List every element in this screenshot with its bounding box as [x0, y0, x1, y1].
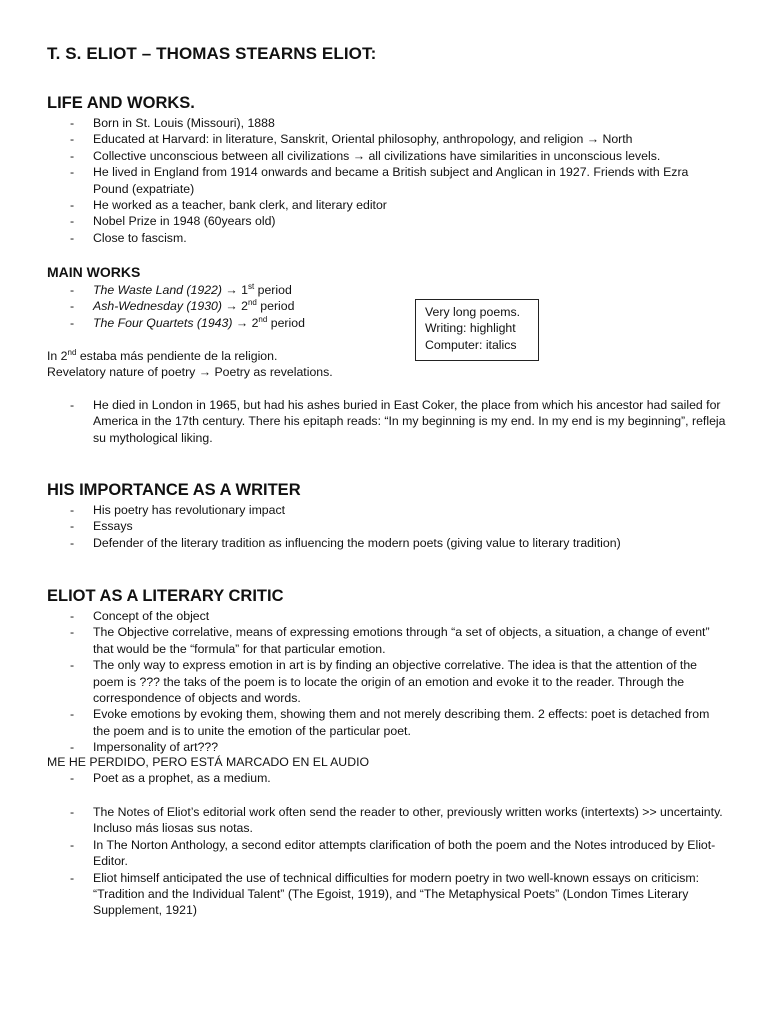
list-item: - Educated at Harvard: in literature, Sanskrit, Oriental philosophy, anthropology, and religion → North: [47, 131, 727, 147]
list-item: - The Four Quartets (1943) → 2nd period: [47, 315, 407, 331]
list-item: - The Objective correlative, means of expressing emotions through “a set of objects, a situation, a change of event” that would be the “formula” for that particular emotion.: [47, 624, 727, 657]
list-item: - In The Norton Anthology, a second editor attempts clarification of both the poem and the Notes introduced by Eliot-Editor.: [47, 837, 727, 870]
list-item: - Poet as a prophet, as a medium.: [47, 770, 727, 786]
importance-list: [47, 502, 727, 551]
life-heading: LIFE AND WORKS.: [47, 94, 195, 112]
list-item: - Eliot himself anticipated the use of technical difficulties for modern poetry in two well-known essays on criticism: “Tradition and the Individual Talent” (The Egoist, 1919), and “The Metaphysical Poets” (London Times Literary Supplement, 1921): [47, 870, 727, 919]
list-item: - He worked as a teacher, bank clerk, and literary editor: [47, 197, 727, 213]
importance-heading: HIS IMPORTANCE AS A WRITER: [47, 481, 301, 499]
list-item: - He died in London in 1965, but had his ashes buried in East Coker, the place from which his ancestor had sailed for America in the 17th century. There his epitaph reads: “In my beginning is my end. In my end is my beginning”, refleja su mythological liking.: [47, 397, 727, 446]
life-list: [47, 115, 727, 246]
list-item: - Evoke emotions by evoking them, showing them and not merely describing them. 2 effects: poet is detached from the poem and is to unite the emotion of the particular poet.: [47, 706, 727, 739]
work-title: The Four Quartets (1943): [93, 315, 233, 330]
work-title: Ash-Wednesday (1930): [93, 299, 222, 314]
list-item: - His poetry has revolutionary impact: [47, 502, 727, 518]
list-item: - The Notes of Eliot’s editorial work often send the reader to other, previously written works (intertexts) >> uncertainty. Incluso más liosas sus notas.: [47, 804, 727, 837]
religion-note: In 2nd estaba más pendiente de la religion.: [47, 347, 278, 363]
list-item: - Ash-Wednesday (1930) → 2nd period: [47, 298, 407, 314]
audio-note: ME HE PERDIDO, PERO ESTÁ MARCADO EN EL AUDIO: [47, 755, 370, 769]
critic-list-3: [47, 804, 727, 919]
list-item: - Born in St. Louis (Missouri), 1888: [47, 115, 727, 131]
list-item: - The only way to express emotion in art is by finding an objective correlative. The idea is that the attention of the poem is ??? the taks of the poem is to locate the origin of an emotion and evoke it to the reader. Through the correspondence of objects and words.: [47, 657, 727, 706]
list-item: - He lived in England from 1914 onwards and became a British subject and Anglican in 1927. Friends with Ezra Pound (expatriate): [47, 164, 727, 197]
work-title: The Waste Land (1922): [93, 283, 222, 297]
critic-list-2: [47, 770, 727, 786]
list-item: - Collective unconscious between all civilizations → all civilizations have similarities in unconscious levels.: [47, 148, 727, 164]
main-works-list: [47, 282, 407, 331]
document-title: T. S. ELIOT – THOMAS STEARNS ELIOT:: [47, 44, 377, 63]
main-works-heading: MAIN WORKS: [47, 264, 141, 280]
list-item: - Nobel Prize in 1948 (60years old): [47, 213, 727, 229]
list-item: - Close to fascism.: [47, 230, 727, 246]
revelatory-note: Revelatory nature of poetry → Poetry as revelations.: [47, 365, 333, 379]
list-item: - The Waste Land (1922) → 1st period: [47, 282, 407, 298]
death-list: [47, 397, 727, 446]
list-item: - Defender of the literary tradition as influencing the modern poets (giving value to literary tradition): [47, 535, 727, 551]
critic-list: [47, 608, 727, 756]
list-item: - Essays: [47, 518, 727, 534]
note-box: Very long poems. Writing: highlight Computer: italics: [415, 299, 539, 361]
critic-heading: ELIOT AS A LITERARY CRITIC: [47, 587, 284, 605]
list-item: - Concept of the object: [47, 608, 727, 624]
list-item: - Impersonality of art???: [47, 739, 727, 755]
